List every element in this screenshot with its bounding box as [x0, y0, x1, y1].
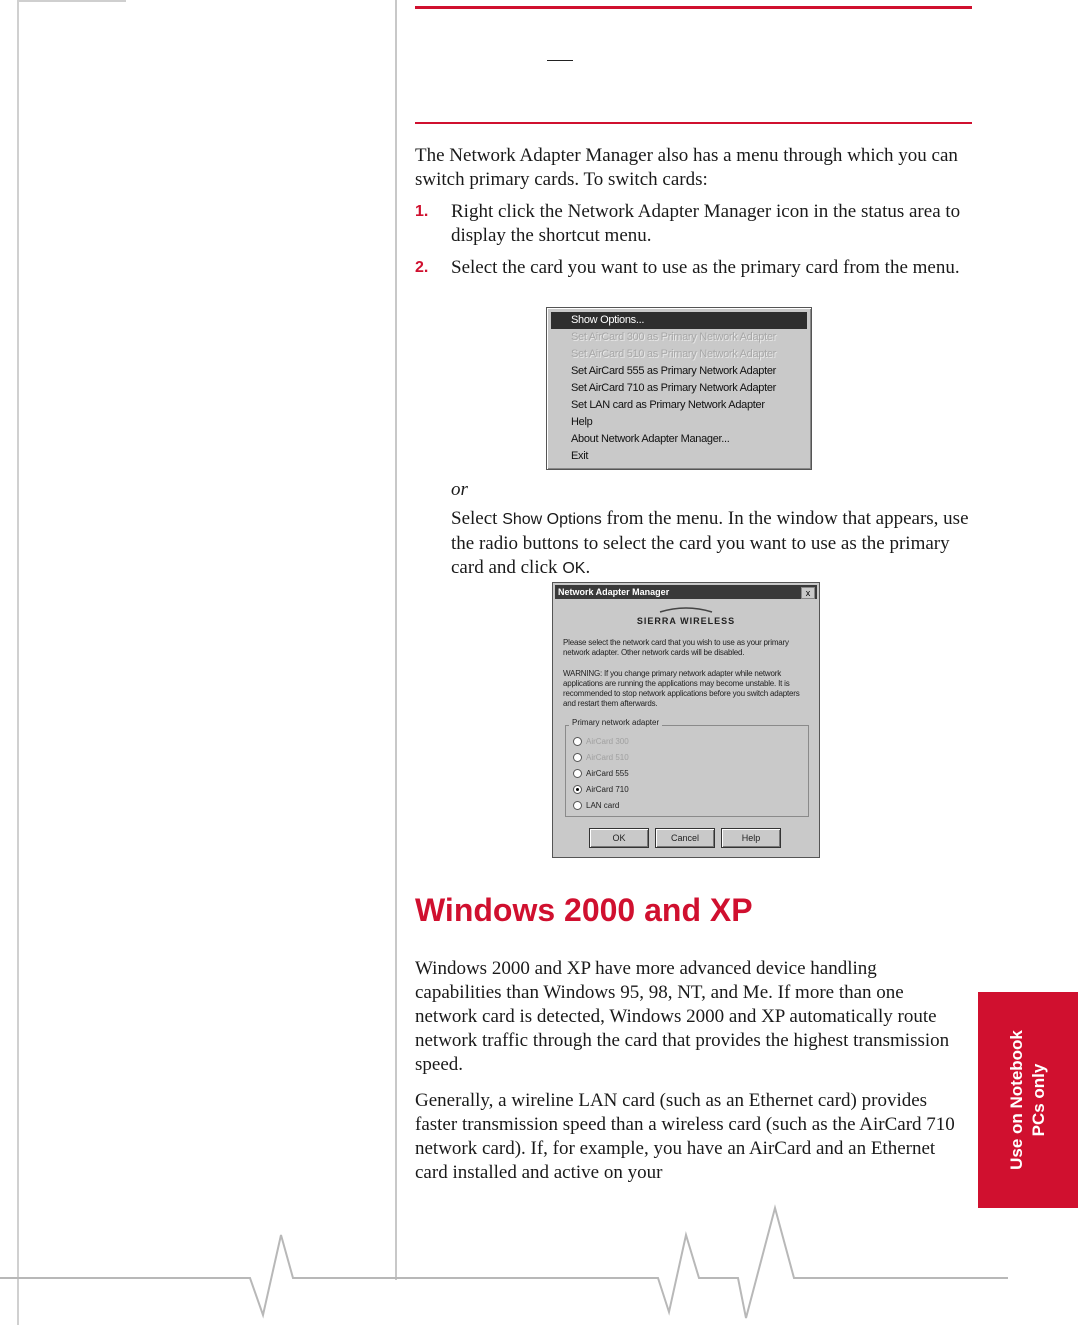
or-text: or	[451, 479, 468, 500]
em-dash-mark	[547, 60, 573, 61]
step-1-text: Right click the Network Adapter Manager icon in the status area to display the shortcut menu.	[451, 201, 961, 246]
cancel-button[interactable]: Cancel	[655, 828, 715, 848]
radio-aircard-710[interactable]	[573, 783, 629, 797]
dialog-title: Network Adapter Manager	[555, 585, 817, 599]
step-1-number: 1.	[415, 203, 429, 220]
menu-item-help[interactable]: Help	[571, 416, 593, 428]
radio-icon	[573, 801, 582, 810]
step-2-text: Select the card you want to use as the primary card from the menu.	[451, 257, 960, 278]
section-heading: Windows 2000 and XP	[415, 892, 753, 928]
ok-ref: OK	[562, 560, 586, 577]
menu-item-set-aircard-710[interactable]: Set AirCard 710 as Primary Network Adapter	[571, 382, 777, 394]
paragraph-1: Windows 2000 and XP have more advanced device handling capabilities than Windows 95, 98, NT, and Me. If more than one network card is detected, Windows 2000 and XP automatically route network traffic through the card that provides the highest transmission speed.	[415, 958, 950, 1075]
radio-icon	[573, 753, 582, 762]
menu-item-set-aircard-300[interactable]: Set AirCard 300 as Primary Network Adapter	[571, 331, 777, 343]
menu-item-set-aircard-510[interactable]: Set AirCard 510 as Primary Network Adapter	[571, 348, 777, 360]
radio-lan-card[interactable]	[573, 799, 619, 813]
sierra-wireless-logo: SIERRA WIRELESS	[636, 616, 736, 626]
crop-mark-left	[17, 0, 19, 1325]
column-divider	[395, 0, 397, 1280]
side-tab	[978, 992, 1078, 1208]
paragraph-2: Generally, a wireline LAN card (such as an Ethernet card) provides faster transmission speed than a wireless card (such as the AirCard 710 network card). If, for example, you have an AirCard and an Ethernet card installed and active on your	[415, 1090, 955, 1183]
radio-label: LAN card	[586, 801, 620, 810]
alt-text-after: .	[585, 557, 591, 578]
menu-item-set-aircard-555[interactable]: Set AirCard 555 as Primary Network Adapter	[571, 365, 777, 377]
menu-item-exit[interactable]: Exit	[571, 450, 589, 462]
radio-label: AirCard 555	[586, 769, 629, 778]
side-tab-line-1: Use on Notebook	[1007, 1030, 1026, 1170]
side-tab-label	[1006, 992, 1050, 1208]
radio-label: AirCard 300	[586, 737, 629, 746]
radio-aircard-300[interactable]	[573, 735, 629, 749]
footer-pulse-line	[0, 1200, 1078, 1325]
radio-checked-icon	[573, 785, 582, 794]
sierra-swoosh-icon	[658, 605, 714, 615]
network-adapter-manager-dialog	[552, 582, 820, 858]
top-rule	[415, 6, 972, 9]
help-button[interactable]: Help	[721, 828, 781, 848]
shortcut-menu-screenshot	[546, 307, 812, 470]
alt-text-before: Select	[451, 508, 503, 529]
radio-aircard-555[interactable]	[573, 767, 629, 781]
group-label: Primary network adapter	[569, 718, 662, 727]
radio-icon	[573, 769, 582, 778]
dialog-warning: WARNING: If you change primary network adapter while network applications are running the applications may become unstable. It is recommended to stop network applications before you switch adapters and restart them afterwards.	[563, 669, 800, 708]
show-options-ref: Show Options	[502, 511, 602, 528]
step-2-number: 2.	[415, 259, 429, 276]
crop-mark-top	[18, 0, 126, 2]
alt-text-middle: from the menu. In the window that appears, use the radio buttons to select the card you want to use as the primary card and click	[451, 508, 969, 578]
radio-label: AirCard 510	[586, 753, 629, 762]
radio-icon	[573, 737, 582, 746]
close-icon[interactable]: x	[801, 587, 815, 599]
menu-item-about[interactable]: About Network Adapter Manager...	[571, 433, 730, 445]
intro-paragraph: The Network Adapter Manager also has a menu through which you can switch primary cards. To switch cards:	[415, 145, 958, 190]
radio-label: AirCard 710	[586, 785, 629, 794]
menu-item-set-lan-card[interactable]: Set LAN card as Primary Network Adapter	[571, 399, 765, 411]
ok-button[interactable]: OK	[589, 828, 649, 848]
alt-paragraph	[451, 507, 971, 581]
side-tab-line-2: PCs only	[1029, 1063, 1048, 1137]
menu-item-show-options[interactable]: Show Options...	[551, 312, 807, 329]
dialog-instruction: Please select the network card that you wish to use as your primary network adapter. Other network cards will be disabled.	[563, 638, 789, 657]
section-rule	[415, 122, 972, 124]
radio-aircard-510[interactable]	[573, 751, 629, 765]
